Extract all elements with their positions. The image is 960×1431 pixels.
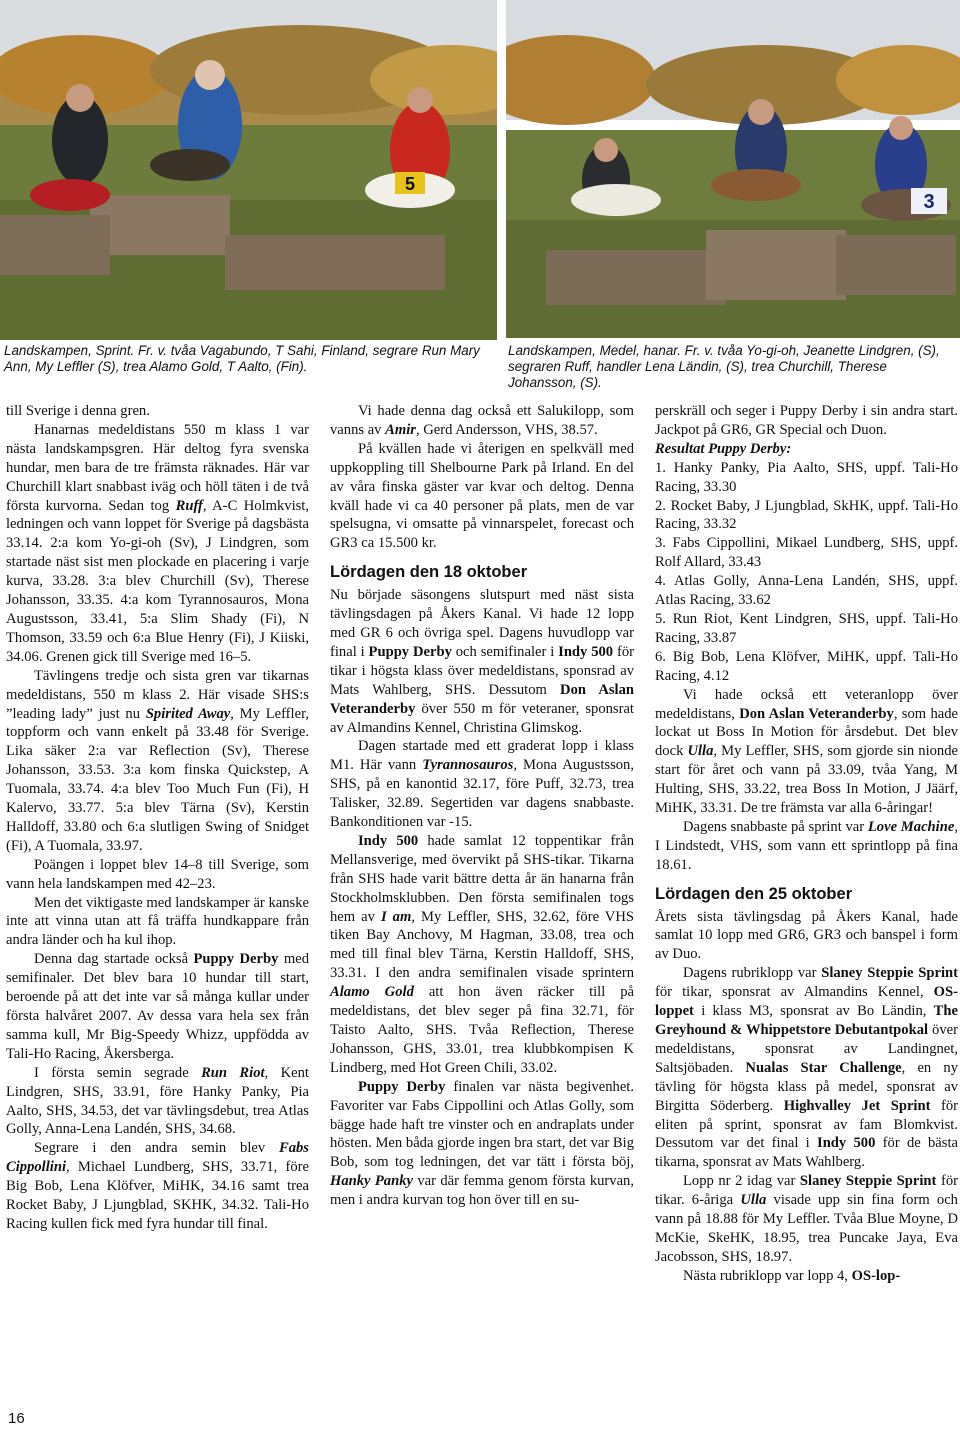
results-title: Resultat Puppy Derby: bbox=[655, 440, 792, 457]
paragraph: Dagen startade med ett graderat lopp i klass M1. Här vann Tyrannosauros, Mona Augustsson, SHS, på en kanontid 32.17, före Puff, 32.73, trea Talisker, 32.89. Segertiden var dagens snabbaste. Bankonditionen var -15. bbox=[330, 738, 634, 831]
result-row: 6. Big Bob, Lena Klöfver, MiHK, uppf. Tali-Ho Racing, 4.12 bbox=[655, 648, 958, 684]
paragraph: Nu började säsongens slutspurt med näst sista tävlingsdagen på Åkers Kanal. Vi hade 12 lopp med GR 6 och övriga spel. Dagens huvudlopp var final i Puppy Derby och semifinaler i Indy 500 för tikar i högsta klass över medeldistans, sponsrad av Mats Wahlberg, SHS. Dessutom Don Aslan Veteranderby över 550 m för veteraner, sponsrat av Almandins Kennel, Christina Glimskog. bbox=[330, 587, 635, 736]
result-row: 1. Hanky Panky, Pia Aalto, SHS, uppf. Tali-Ho Racing, 33.30 bbox=[655, 459, 958, 495]
paragraph: På kvällen hade vi återigen en spelkväll med uppkoppling till Shelbourne Park på Irland. En del av våra finska gäster var kvar och deltog. Denna kväll hade vi ca 40 personer på plats, men de var spelsugna, vi omsatte på vinnarspelet, forecast och GR3 ca 15.500 kr. bbox=[330, 440, 634, 552]
paragraph: Tävlingens tredje och sista gren var tikarnas medeldistans, 550 m klass 2. Här visade SHS:s ”leading lady” just nu Spirited Away, My Leffler, toppform och vann enkelt på 33.48 för Sverige. Lika säker 2:a var Reflection (Sv), Therese Johansson, 33.53. 3:a kom finska Quickstep, A Tuomala, 33.74. 4:a blev Too Much Fun (Fi), H Kalervo, 33.77. 5:a blev Tärna (Sv), Kerstin Halldoff, 33.80 och 6:a slutligen Swing of Snidget (Fi), A Tuomala, 33.97. bbox=[6, 667, 310, 854]
paragraph: Dagens snabbaste på sprint var Love Machine, I Lindstedt, VHS, som vann ett sprintlopp på fina 18.61. bbox=[655, 818, 958, 873]
photo-sprint-podium bbox=[0, 0, 497, 340]
result-row: 2. Rocket Baby, J Ljungblad, SkHK, uppf. Tali-Ho Racing, 33.32 bbox=[655, 497, 958, 533]
article-column-2 bbox=[330, 402, 634, 1210]
paragraph: till Sverige i denna gren. bbox=[6, 403, 150, 419]
result-row: 3. Fabs Cippollini, Mikael Lundberg, SHS, uppf. Rolf Allard, 33.43 bbox=[655, 535, 958, 571]
paragraph: Vi hade också ett veteranlopp över medeldistans, Don Aslan Veteranderby, som hade lockat ut Boss In Motion för årsdebut. Det blev dock Ulla, My Leffler, SHS, som gjorde sin nionde start för året och vann på 33.09, tvåa Yang, M Hulting, SHS, 33.22, trea Boss In Motion, J Jäärf, MiHK, 33.31. De tre främsta var alla 6-åringar! bbox=[655, 686, 958, 817]
photo-sprint-image bbox=[0, 0, 497, 340]
result-row: 5. Run Riot, Kent Lindgren, SHS, uppf. Tali-Ho Racing, 33.87 bbox=[655, 610, 958, 646]
section-heading: Lördagen den 25 oktober bbox=[655, 884, 853, 903]
photo-medel-podium bbox=[506, 0, 960, 338]
photo-caption-medel: Landskampen, Medel, hanar. Fr. v. tvåa Yo-gi-oh, Jeanette Lindgren, (S), segraren Ruff, handler Lena Ländin, (S), trea Churchill, Therese Johansson, (S). bbox=[508, 343, 940, 390]
paragraph: Nästa rubriklopp var lopp 4, OS-lop- bbox=[683, 1267, 901, 1284]
article-column-3 bbox=[655, 402, 958, 1286]
paragraph: Hanarnas medeldistans 550 m klass 1 var nästa landskampsgren. Här deltog fyra svenska hundar, men bara de tre främsta räknades. Här var Churchill klart snabbast iväg och höll täten i de två första kurvorna. Sedan tog Ruff, A-C Holmkvist, ledningen och vann loppet för Sverige på dagsbästa 33.14. 2:a kom Yo-gi-oh (Sv), J Lindgren, som startade näst sist men plockade en placering i varje kurva, 33.28. 3:a blev Churchill (Sv), Therese Johansson, 33.35. 4:a kom Tyrannosauros, Mona Augustsson, 33.41, 5:a Slim Shady (Fi), N Thomson, 33.59 och 6:a Blue Henry (Fi), J Kiiski, 34.06. Grenen gick till Sverige med 16–5. bbox=[6, 421, 310, 665]
paragraph: Indy 500 hade samlat 12 toppentikar från Mellansverige, med övervikt på SHS-tikar. Tikarna från SHS hade varit bättre detta år än hanarna från Stockholmsklubben. Den första semifinalen togs hem av I am, My Leffler, SHS, 32.62, före VHS tiken Bay Anchovy, M Hagman, 33.08, trea och med till final blev Tärna, Kerstin Halldoff, SHS, 33.31. I den andra semifinalen visade sprintern Alamo Gold att hon även räcker till på medeldistans, det blev seger på fina 32.71, för Taisto Aalto, SHS. Tvåa Reflection, Therese Johansson, GHS, 33.01, trea klubbkompisen K Lindberg, med Hot Green Chili, 33.02. bbox=[330, 832, 635, 1076]
paragraph: Segrare i den andra semin blev Fabs Cippollini, Michael Lundberg, SHS, 33.71, före Big Bob, Lena Klöfver, MiHK, 34.16 samt trea Rocket Baby, J Ljungblad, SKHK, 34.32. Tali-Ho Racing kullen fick med fyra hundar till final. bbox=[6, 1140, 309, 1232]
paragraph: Årets sista tävlingsdag på Åkers Kanal, hade samlat 10 lopp med GR6, GR3 och banspel i form av Duo. bbox=[655, 908, 958, 963]
paragraph: perskräll och seger i Puppy Derby i sin andra start. Jackpot på GR6, GR Special och Duon. bbox=[655, 403, 958, 438]
paragraph: Men det viktigaste med landskamper är kanske inte att vinna utan att få träffa hundkappare från andra länder och ha kul ihop. bbox=[6, 894, 309, 949]
photo-medel-image bbox=[506, 0, 960, 338]
paragraph: I första semin segrade Run Riot, Kent Lindgren, SHS, 33.91, före Hanky Panky, Pia Aalto, SHS, 34.53, det var tävlingsdebut, trea Atlas Golly, Anna-Lena Landén, SHS, 34.68. bbox=[6, 1064, 309, 1138]
page-number: 16 bbox=[8, 1410, 25, 1427]
paragraph: Dagens rubriklopp var Slaney Steppie Sprint för tikar, sponsrat av Almandins Kennel, OS-loppet i klass M3, sponsrat av Bo Ländin, The Greyhound & Whippetstore Debutantpokal över medeldistans, sponsrat av Landingnet, Saltsjöbaden. Nualas Star Challenge, en ny tävling för högsta klass på medel, sponsrat av Birgitta Söderberg. Highvalley Jet Sprint för eliten på sprint, sponsrat av fam Blomkvist. Dessutom var det final i Indy 500 för de bästa tikarna, sponsrat av Mats Wahlberg. bbox=[655, 965, 958, 1171]
article-column-1 bbox=[6, 402, 309, 1234]
paragraph: Poängen i loppet blev 14–8 till Sverige, som vann hela landskampen med 42–23. bbox=[6, 856, 309, 892]
paragraph: Lopp nr 2 idag var Slaney Steppie Sprint för tikar. 6-åriga Ulla visade upp sin fina form och vann på 18.88 för My Leffler. Tvåa Blue Moyne, D McKie, SkeHK, 18.95, trea Puncake Jaya, Eva Jacobsson, SHS, 18.97. bbox=[655, 1173, 959, 1265]
paragraph: Puppy Derby finalen var nästa begivenhet. Favoriter var Fabs Cippollini och Atlas Golly, som bägge hade haft tre vinster och en andraplats under hösten. Men båda gjorde ingen bra start, det var Big Bob, som tog ledningen, det var tätt i första böj, Hanky Panky var där femma genom första kurvan, men i andra kurvan tog hon över till en su- bbox=[330, 1078, 635, 1209]
race-bib-number: 5 bbox=[404, 174, 416, 194]
paragraph: Denna dag startade också Puppy Derby med semifinaler. Det blev bara 10 hundar till start, beroende på att det inte var så många kullar under första halvåret 2007. Av dessa vara hela sex från samma kull, Mr Big-Speedy Whizz, uppfödda av Tali-Ho Racing, Åkersberga. bbox=[6, 951, 309, 1062]
result-row: 4. Atlas Golly, Anna-Lena Landén, SHS, uppf. Atlas Racing, 33.62 bbox=[655, 573, 958, 609]
paragraph: Vi hade denna dag också ett Salukilopp, som vanns av Amir, Gerd Andersson, VHS, 38.57. bbox=[330, 403, 634, 438]
race-bib-number: 3 bbox=[923, 191, 935, 213]
photo-caption-sprint: Landskampen, Sprint. Fr. v. tvåa Vagabundo, T Sahi, Finland, segrare Run Mary Ann, My Leffler (S), trea Alamo Gold, T Aalto, (Fin). bbox=[4, 343, 480, 374]
section-heading: Lördagen den 18 oktober bbox=[330, 563, 528, 582]
